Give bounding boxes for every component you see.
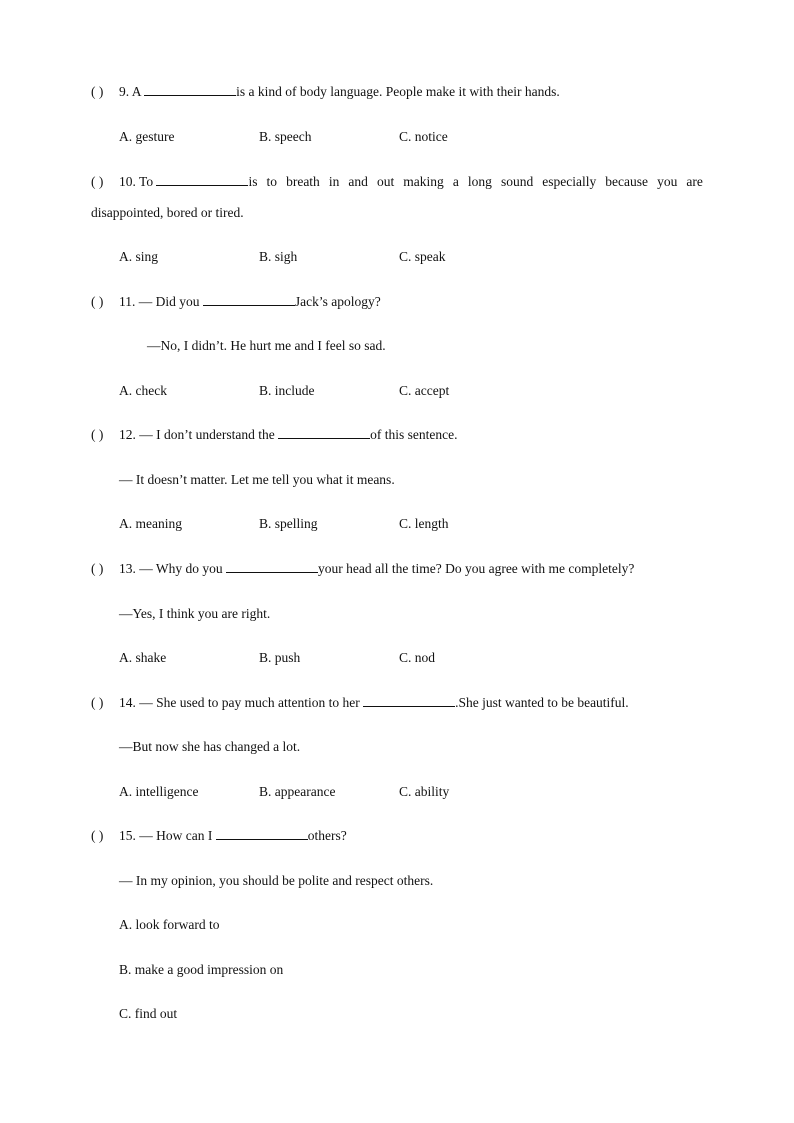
question-stem-end: of this sentence. — [370, 427, 458, 442]
option-b[interactable]: B. appearance — [259, 784, 336, 799]
stem-word: and — [348, 174, 368, 189]
question-stem-start: — How can I — [139, 828, 216, 843]
reply-text: —But now she has changed a lot. — [119, 739, 301, 754]
option-a[interactable]: A. meaning — [119, 516, 182, 531]
answer-blank — [144, 83, 236, 96]
question-stem-end: is a kind of body language. People make it with their hands. — [236, 84, 560, 99]
question-number: 12. — [119, 427, 136, 442]
question-stem-start: A — [131, 84, 145, 99]
answer-bracket[interactable]: ( ) — [91, 294, 104, 309]
answer-bracket[interactable]: ( ) — [91, 561, 104, 576]
question-number: 11. — [119, 294, 136, 309]
question-number: 10. — [119, 174, 136, 189]
stem-word: breath — [286, 174, 320, 189]
question-stem-start: — Did you — [138, 294, 203, 309]
answer-blank — [278, 426, 370, 439]
stem-word: out — [376, 174, 395, 189]
reply-text: —Yes, I think you are right. — [119, 606, 271, 621]
reply-text: — In my opinion, you should be polite and respect others. — [119, 873, 434, 888]
question-stem-start: — Why do you — [139, 561, 226, 576]
option-a[interactable]: A. check — [119, 383, 167, 398]
stem-word: especially — [542, 174, 597, 189]
continuation-text: disappointed, bored or tired. — [91, 205, 244, 220]
option-c[interactable]: C. find out — [119, 1006, 178, 1021]
stem-word: long — [467, 174, 492, 189]
answer-bracket[interactable]: ( ) — [91, 84, 104, 99]
option-c[interactable]: C. length — [399, 516, 449, 531]
question-stem-start: — I don’t understand the — [139, 427, 279, 442]
answer-bracket[interactable]: ( ) — [91, 427, 104, 442]
answer-blank — [203, 293, 295, 306]
option-b[interactable]: B. sigh — [259, 249, 298, 264]
option-c[interactable]: C. ability — [399, 784, 450, 799]
question-stem-start: — She used to pay much attention to her — [139, 695, 364, 710]
option-c[interactable]: C. speak — [399, 249, 446, 264]
question-number: 14. — [119, 695, 136, 710]
option-b[interactable]: B. include — [259, 383, 315, 398]
stem-word: making — [403, 174, 444, 189]
answer-blank — [226, 560, 318, 573]
question-stem-end: Jack’s apology? — [294, 294, 381, 309]
option-b[interactable]: B. make a good impression on — [119, 962, 284, 977]
question-stem-start: To — [139, 174, 157, 189]
answer-bracket[interactable]: ( ) — [91, 695, 104, 710]
option-a[interactable]: A. look forward to — [119, 917, 220, 932]
option-b[interactable]: B. push — [259, 650, 301, 665]
stem-word: you — [657, 174, 678, 189]
option-b[interactable]: B. speech — [259, 129, 312, 144]
option-c[interactable]: C. nod — [399, 650, 436, 665]
option-b[interactable]: B. spelling — [259, 516, 318, 531]
option-a[interactable]: A. sing — [119, 249, 159, 264]
stem-word: sound — [500, 174, 534, 189]
answer-blank — [216, 827, 308, 840]
question-number: 15. — [119, 828, 136, 843]
question-number: 13. — [119, 561, 136, 576]
answer-bracket[interactable]: ( ) — [91, 174, 104, 189]
question-number: 9. — [119, 84, 130, 99]
stem-word: in — [328, 174, 340, 189]
question-stem-end: your head all the time? Do you agree with me completely? — [318, 561, 635, 576]
option-c[interactable]: C. accept — [399, 383, 450, 398]
option-a[interactable]: A. gesture — [119, 129, 175, 144]
answer-bracket[interactable]: ( ) — [91, 828, 104, 843]
stem-word: to — [266, 174, 278, 189]
question-stem-end: others? — [307, 828, 347, 843]
stem-word: a — [452, 174, 459, 189]
question-stem-end: .She just wanted to be beautiful. — [455, 695, 629, 710]
answer-blank — [156, 173, 248, 186]
option-c[interactable]: C. notice — [399, 129, 448, 144]
stem-word: is — [248, 174, 258, 189]
stem-word: because — [605, 174, 649, 189]
reply-text: —No, I didn’t. He hurt me and I feel so sad. — [147, 338, 386, 353]
answer-blank — [363, 694, 455, 707]
option-a[interactable]: A. shake — [119, 650, 167, 665]
stem-word: are — [686, 174, 703, 189]
reply-text: — It doesn’t matter. Let me tell you what it means. — [119, 472, 395, 487]
option-a[interactable]: A. intelligence — [119, 784, 199, 799]
